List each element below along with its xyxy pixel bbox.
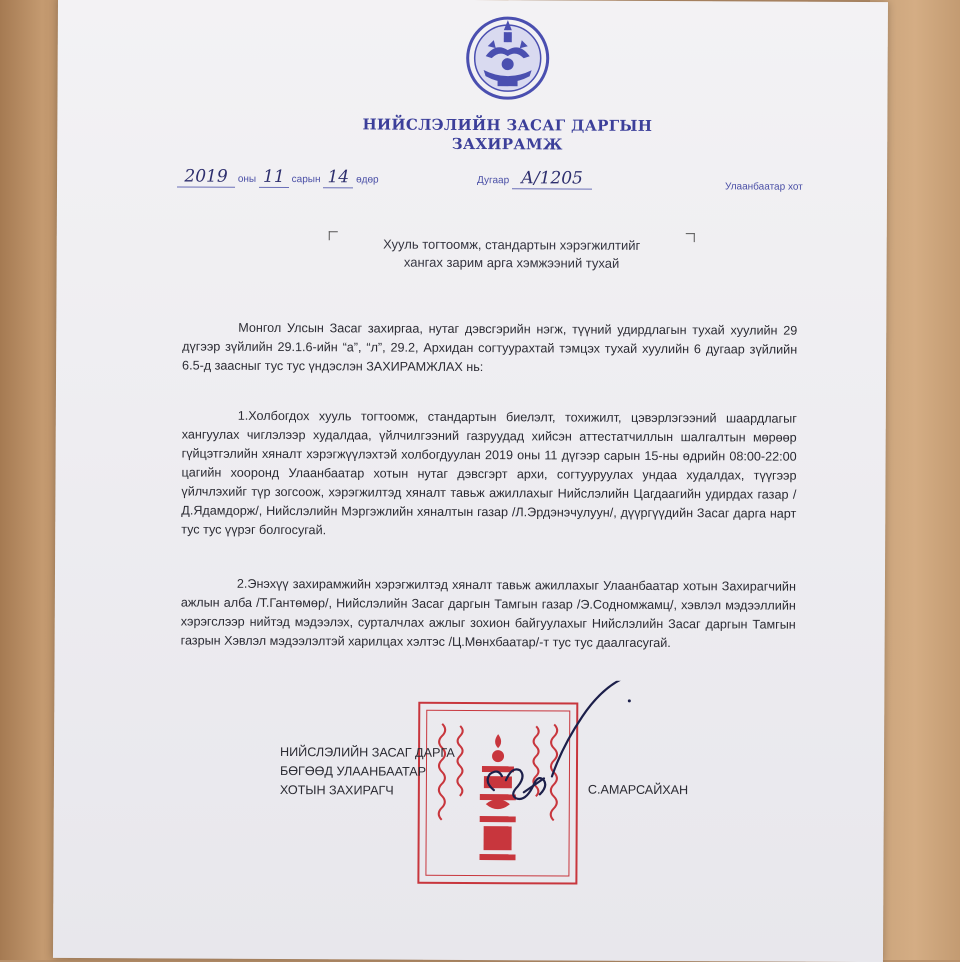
signatory-title-line2: БӨГӨӨД УЛААНБААТАР bbox=[279, 763, 427, 779]
date-year: 2019 bbox=[177, 166, 235, 187]
number-field bbox=[477, 168, 592, 190]
preamble-paragraph: Монгол Улсын Засаг захиргаа, нутаг дэвсгэрийн нэгж, түүний удирдлагын тухай хуулийн 29 дүгээр зүйлийн 29.1.6-ийн “а”, “л”, 29.2, Архидан согтуурахтай тэмцэх тухай хуулийн 6 дугаар зүйлийн 6.5-д заасныг тус тус үндэслэн ЗАХИРАМЖЛАХ нь: bbox=[182, 320, 798, 375]
city-label: Улаанбаатар хот bbox=[724, 181, 803, 193]
order-item-2: 2.Энэхүү захирамжийн хэрэгжилтэд хяналт тавьж ажиллахыг Улаанбаатар хотын Захирагчийн ажлын алба /Т.Гантөмөр/, Нийслэлийн Засаг даргын Тамгын газар /Э.Содномжамц/, хэвлэл мэдээллийн хэрэгслээр нийтэд мэдээлэх, сурталчлах ажлыг зохион байгуулахыг Нийслэлийн Засаг даргын Тамгын газрын Хэвлэл мэдээлэлтэй харилцах хэлтэс /Ц.Мөнхбаатар/-т тус тус даалгасугай. bbox=[180, 576, 796, 651]
date-year-suffix: оны bbox=[237, 173, 257, 185]
subject-corner-right bbox=[686, 233, 695, 242]
subject-corner-left bbox=[329, 231, 338, 240]
date-month-suffix: сарын bbox=[291, 174, 321, 186]
document-number: А/1205 bbox=[512, 168, 592, 189]
signatory-title bbox=[280, 743, 500, 801]
order-item-1: 1.Холбогдох хууль тогтоомж, стандартын биелэлт, тохижилт, цэвэрлэгээний шаардлагыг хангуулах чиглэлээр худалдаа, үйлчилгээний газруудад хийсэн аттестатчиллын шалгалтын мөрөөр гүйцэтгэлийн хяналт хэрэгжүүлэхтэй холбогдуулан 2019 оны 11 дүгээр сарын 15-ны өдрийн 08:00-22:00 цагийн хооронд Улаанбаатар хотын нутаг дэвсгэрт архи, согтууруулах ундаа худалдах, түүгээр үйлчлэхийг түр зогсоож, хэрэгжилтэд хяналт тавьж ажиллахыг Нийслэлийн Цагдаагийн удирдах газар /Д.Ядамдорж/, Нийслэлийн Мэргэжлийн хяналтын газар /Л.Эрдэнэчулуун/, дүүргүүдийн Засаг дарга нарт тус тус үүрэг болгосугай. bbox=[181, 408, 797, 538]
office-title bbox=[307, 115, 707, 155]
signatory-title-line1: НИЙСЛЭЛИЙН ЗАСАГ ДАРГА bbox=[280, 745, 455, 760]
signatory-name: С.АМАРСАЙХАН bbox=[587, 782, 689, 798]
date-month: 11 bbox=[259, 167, 289, 188]
document-page bbox=[53, 0, 888, 962]
signatory-title-line3: ХОТЫН ЗАХИРАГЧ bbox=[279, 782, 394, 798]
document-subject bbox=[327, 235, 697, 273]
date-day-suffix: өдөр bbox=[356, 174, 379, 186]
document-meta bbox=[57, 164, 887, 202]
office-title-line2: ЗАХИРАМЖ bbox=[451, 134, 563, 154]
office-title-line1: НИЙСЛЭЛИЙН ЗАСАГ ДАРГЫН bbox=[362, 115, 653, 135]
date-field bbox=[177, 166, 379, 188]
state-emblem-icon bbox=[457, 6, 558, 107]
number-label: Дугаар bbox=[477, 175, 510, 187]
subject-line2: хангах зарим арга хэмжээний тухай bbox=[403, 254, 620, 271]
date-day: 14 bbox=[323, 167, 353, 188]
subject-line1: Хууль тогтоомж, стандартын хэрэгжилтийг bbox=[383, 236, 641, 253]
